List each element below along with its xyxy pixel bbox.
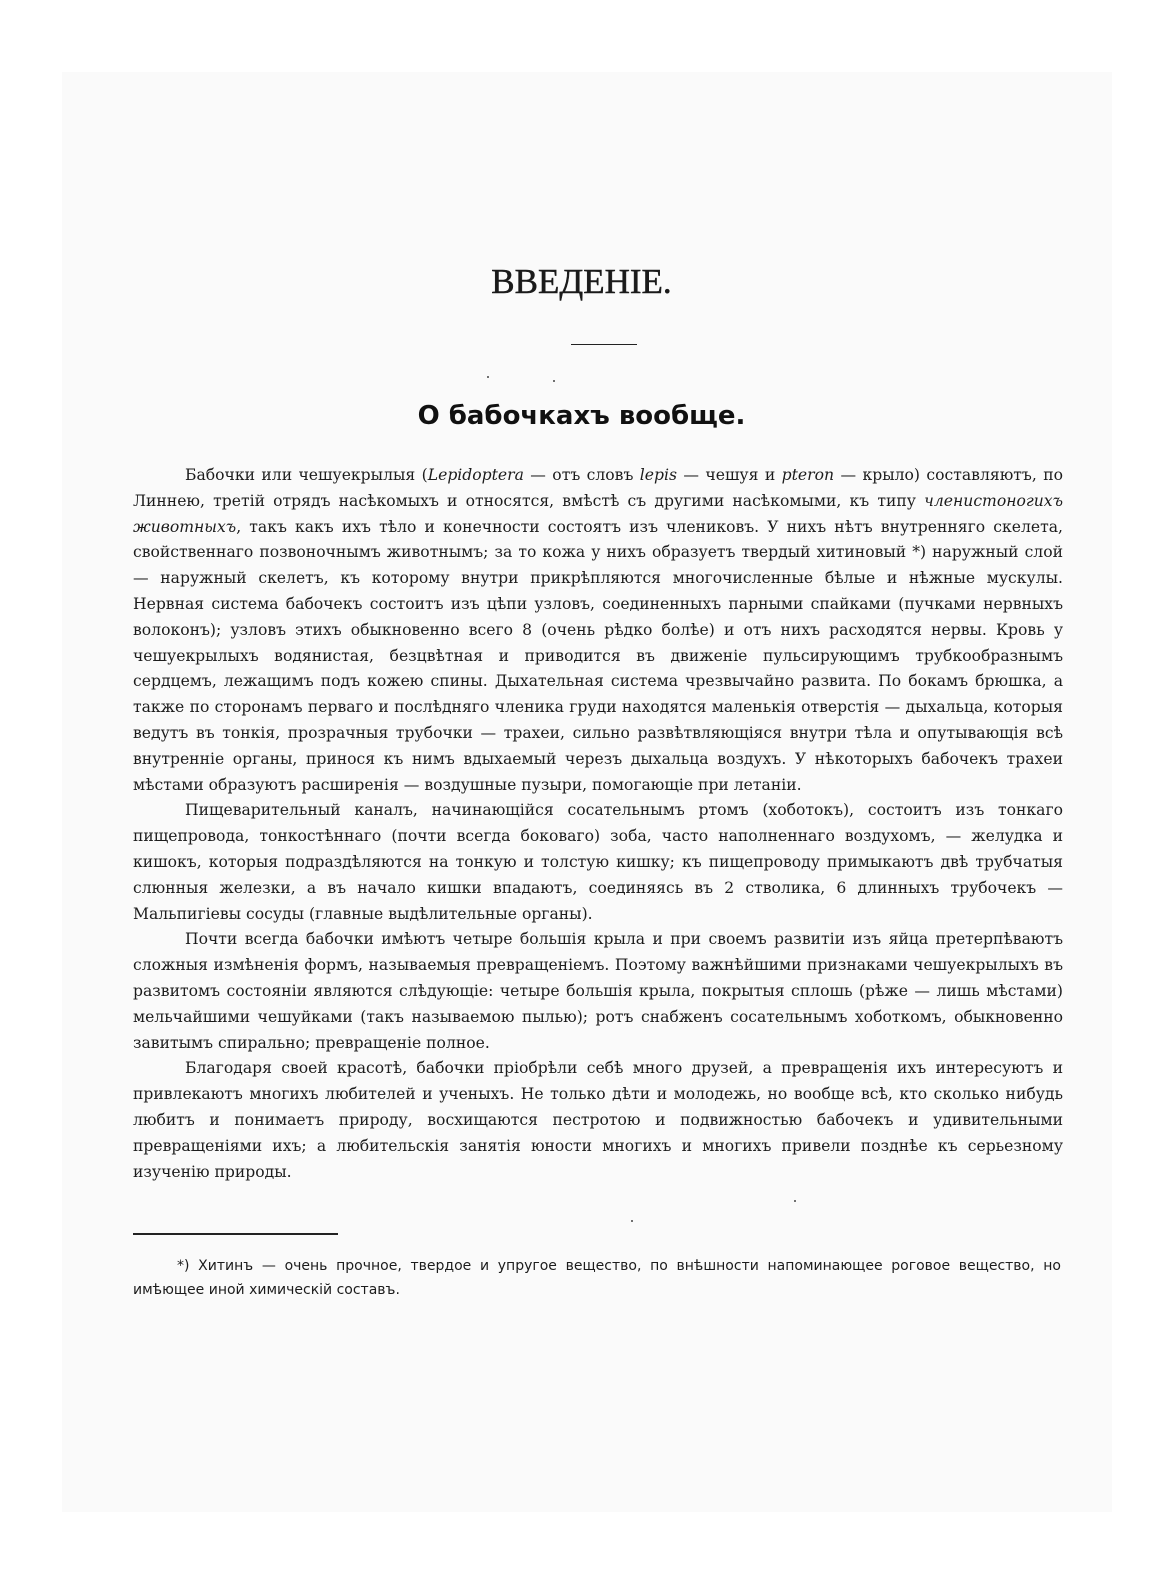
scan-speck xyxy=(631,1220,633,1222)
scan-speck xyxy=(553,380,555,382)
scan-speck xyxy=(794,1200,796,1202)
paragraph-text: — отъ словъ xyxy=(523,466,640,484)
latin-term: lepis xyxy=(639,466,677,484)
paragraph xyxy=(133,463,1063,798)
paragraph-text: , такъ какъ ихъ тѣло и конечности состоятъ изъ члениковъ. У нихъ нѣтъ внутренняго скелета, свойственнаго позвоночнымъ животнымъ; за то кожа у нихъ образуетъ твердый хитиновый *) наружный слой — наружный скелетъ, къ которому внутри прикрѣпляются многочисленные бѣлые и нѣжные мускулы. Нервная система бабочекъ состоитъ изъ цѣпи узловъ, соединенныхъ парными спайками (пучками нервныхъ волоконъ); узловъ этихъ обыкновенно всего 8 (очень рѣдко болѣе) и отъ нихъ расходятся нервы. Кровь у чешуекрылыхъ водянистая, безцвѣтная и приводится въ движеніе пульсирующимъ трубкообразнымъ сердцемъ, лежащимъ подъ кожею спины. Дыхательная система чрезвычайно развита. По бокамъ брюшка, а также по сторонамъ перваго и послѣдняго членика груди находятся маленькія отверстія — дыхальца, которыя ведутъ въ тонкія, прозрачныя трубочки — трахеи, сильно развѣтвляющіяся внутри тѣла и опутывающія всѣ внутренніе органы, принося къ нимъ вдыхаемый черезъ дыхальца воздухъ. У нѣкоторыхъ бабочекъ трахеи мѣстами образуютъ расширенія — воздушные пузыри, помогающіе при летаніи. xyxy=(133,517,1063,794)
scan-speck xyxy=(487,376,489,378)
paragraph: Благодаря своей красотѣ, бабочки пріобрѣли себѣ много друзей, а превращенія ихъ интересуютъ и привлекаютъ многихъ любителей и ученыхъ. Не только дѣти и молодежь, но вообще всѣ, кто сколько нибудь любитъ и понимаетъ природу, восхищаются пестротою и подвижностью бабочекъ и удивительными превращеніями ихъ; а любительскія занятія юности многихъ и многихъ привели позднѣе къ серьезному изученію природы. xyxy=(133,1059,1063,1181)
paragraph: Пищеварительный каналъ, начинающійся сосательнымъ ртомъ (хоботокъ), состоитъ изъ тонкаго пищепровода, тонкостѣннаго (почти всегда боковаго) зоба, часто наполненнаго воздухомъ, — желудка и кишокъ, которыя подраздѣляются на тонкую и толстую кишку; къ пищепроводу примыкаютъ двѣ трубчатыя слюнныя железки, а въ начало кишки впадаютъ, соединяясь въ 2 стволика, 6 длинныхъ трубочекъ — Мальпигіевы сосуды (главные выдѣлительные органы). xyxy=(133,801,1063,923)
footnote-rule xyxy=(133,1233,338,1235)
paragraph: Почти всегда бабочки имѣютъ четыре большія крыла и при своемъ развитіи изъ яйца претерпѣваютъ сложныя измѣненія формъ, называемыя превращеніемъ. Поэтому важнѣйшими признаками чешуекрылыхъ въ развитомъ состояніи являются слѣдующіе: четыре большія крыла, покрытыя сплошь (рѣже — лишь мѣстами) мельчайшими чешуйками (такъ называемою пылью); ротъ снабженъ сосательнымъ хоботкомъ, обыкновенно завитымъ спирально; превращеніе полное. xyxy=(133,930,1063,1052)
chapter-title: О бабочкахъ вообще. xyxy=(417,401,746,431)
body-text xyxy=(133,463,1063,1185)
footnote-text: *) Хитинъ — очень прочное, твердое и упругое вещество, по внѣшности напоминающее роговое вещество, но имѣющее иной химическій составъ. xyxy=(133,1258,1061,1298)
emphasis-term: членистоногихъ животныхъ xyxy=(133,491,1063,536)
paragraph-text: Бабочки или чешуекрылыя ( xyxy=(185,466,428,484)
title-rule xyxy=(571,344,637,345)
paragraph-text: — крыло) составляютъ, по Линнею, третій отрядъ насѣкомыхъ и относятся, вмѣстѣ съ другими насѣкомыми, къ типу xyxy=(133,466,1063,510)
footnote xyxy=(133,1254,1061,1302)
section-title: ВВЕДЕНІЕ. xyxy=(491,262,672,301)
paragraph-text: — чешуя и xyxy=(676,466,782,484)
latin-term: pteron xyxy=(781,466,835,484)
latin-term: Lepidoptera xyxy=(427,466,524,484)
